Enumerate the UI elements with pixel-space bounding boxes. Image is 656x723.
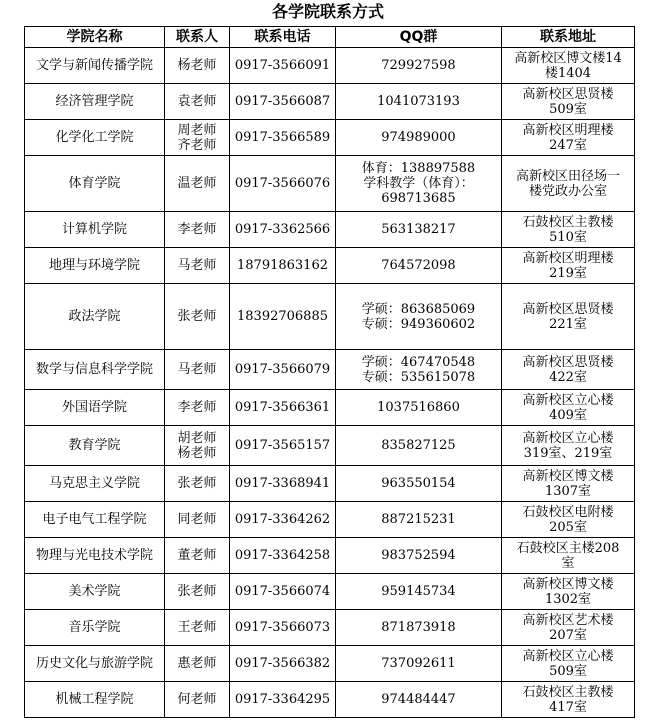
- table-row: [25, 574, 635, 610]
- address-cell-line: 417室: [549, 699, 587, 715]
- contact-cell: [165, 682, 230, 718]
- qq-cell-line: 974484447: [381, 692, 456, 707]
- address-cell-line: 高新校区博文楼: [522, 576, 614, 592]
- table-row: [25, 120, 635, 156]
- contact-cell-line: 李老师: [177, 400, 217, 415]
- qq-cell-line: 563138217: [381, 222, 456, 237]
- address-cell: [502, 120, 635, 156]
- header-address: 联系地址: [502, 27, 635, 48]
- qq-cell: [336, 538, 502, 574]
- college-cell: 体育学院: [25, 156, 165, 212]
- address-cell: [502, 646, 635, 682]
- college-cell: 数学与信息科学学院: [25, 350, 165, 390]
- address-cell-line: 石鼓校区主教楼: [522, 214, 614, 230]
- table-row: [25, 248, 635, 284]
- address-cell-line: 室: [561, 555, 575, 571]
- qq-cell: [336, 350, 502, 390]
- address-cell: [502, 538, 635, 574]
- qq-cell-line: 871873918: [381, 620, 456, 635]
- phone-cell: 0917-3566073: [230, 610, 336, 646]
- qq-cell: [336, 466, 502, 502]
- qq-cell: [336, 84, 502, 120]
- contact-cell-line: 袁老师: [177, 94, 217, 109]
- phone-cell: 18392706885: [230, 284, 336, 350]
- qq-cell-line: 专硕：949360602: [361, 316, 476, 332]
- qq-cell: [336, 682, 502, 718]
- address-cell-line: 高新校区立心楼: [522, 430, 614, 446]
- qq-cell-line: 1041073193: [377, 94, 460, 109]
- college-cell: 计算机学院: [25, 212, 165, 248]
- phone-cell: 0917-3565157: [230, 426, 336, 466]
- phone-cell: 0917-3566087: [230, 84, 336, 120]
- college-cell: 美术学院: [25, 574, 165, 610]
- phone-cell: 0917-3566079: [230, 350, 336, 390]
- college-cell: 物理与光电技术学院: [25, 538, 165, 574]
- qq-cell-line: 698713685: [381, 191, 456, 206]
- address-cell: [502, 48, 635, 84]
- phone-cell: 0917-3566076: [230, 156, 336, 212]
- qq-cell-line: 专硕：535615078: [361, 369, 476, 385]
- address-cell-line: 高新校区明理楼: [522, 122, 614, 138]
- qq-cell-line: 737092611: [381, 656, 456, 671]
- address-cell: [502, 574, 635, 610]
- address-cell-line: 319室、219室: [523, 445, 613, 461]
- phone-cell: 0917-3566074: [230, 574, 336, 610]
- contact-cell: [165, 390, 230, 426]
- phone-cell: 0917-3362566: [230, 212, 336, 248]
- qq-cell: [336, 574, 502, 610]
- address-cell-line: 高新校区博文楼14: [514, 50, 622, 66]
- address-cell: [502, 248, 635, 284]
- address-cell: [502, 284, 635, 350]
- qq-cell: [336, 248, 502, 284]
- contact-cell: [165, 84, 230, 120]
- college-cell: 外国语学院: [25, 390, 165, 426]
- contact-cell-line: 李老师: [177, 222, 217, 237]
- contact-cell-line: 马老师: [177, 362, 217, 377]
- table-row: [25, 426, 635, 466]
- page-title: 各学院联系方式: [271, 2, 384, 21]
- address-cell-line: 422室: [549, 369, 587, 385]
- phone-cell: 0917-3566382: [230, 646, 336, 682]
- college-cell: 历史文化与旅游学院: [25, 646, 165, 682]
- phone-cell: 0917-3566589: [230, 120, 336, 156]
- address-cell-line: 高新校区立心楼: [522, 648, 614, 664]
- contact-cell-line: 同老师: [177, 512, 217, 527]
- qq-cell-line: 体育：138897588: [361, 161, 476, 176]
- address-cell-line: 高新校区艺术楼: [522, 612, 614, 628]
- address-cell: [502, 502, 635, 538]
- contact-cell: [165, 350, 230, 390]
- contact-cell: [165, 120, 230, 156]
- contact-cell: [165, 646, 230, 682]
- qq-cell: [336, 426, 502, 466]
- table-row: [25, 390, 635, 426]
- contact-cell-line: 何老师: [177, 692, 217, 707]
- contact-cell-line: 杨老师: [177, 58, 217, 73]
- qq-cell-line: 学硕：467470548: [361, 354, 476, 370]
- contact-cell: [165, 574, 230, 610]
- contact-cell-line: 温老师: [177, 176, 217, 191]
- contact-cell-line: 张老师: [177, 584, 217, 599]
- phone-cell: 0917-3566361: [230, 390, 336, 426]
- contact-cell-line: 周老师: [177, 122, 217, 138]
- qq-cell-line: 学硕：863685069: [361, 301, 476, 317]
- qq-cell: [336, 610, 502, 646]
- address-cell-line: 楼党政办公室: [528, 183, 607, 199]
- address-cell-line: 509室: [549, 663, 587, 679]
- college-cell: 文学与新闻传播学院: [25, 48, 165, 84]
- phone-cell: 0917-3368941: [230, 466, 336, 502]
- qq-cell: [336, 212, 502, 248]
- qq-cell: [336, 646, 502, 682]
- address-cell: [502, 350, 635, 390]
- qq-cell-line: 974989000: [381, 130, 456, 145]
- contact-cell: [165, 248, 230, 284]
- contact-cell-line: 张老师: [177, 476, 217, 491]
- table-row: [25, 466, 635, 502]
- header-phone: 联系电话: [230, 27, 336, 48]
- table-row: [25, 156, 635, 212]
- qq-cell-line: 学科教学（体育）：: [363, 176, 474, 191]
- qq-cell: [336, 120, 502, 156]
- address-cell-line: 509室: [549, 101, 587, 117]
- address-cell-line: 221室: [549, 316, 587, 332]
- contact-cell: [165, 502, 230, 538]
- address-cell: [502, 466, 635, 502]
- contact-cell: [165, 284, 230, 350]
- address-cell-line: 205室: [549, 519, 587, 535]
- address-cell-line: 1302室: [544, 591, 592, 607]
- phone-cell: 0917-3566091: [230, 48, 336, 84]
- address-cell-line: 高新校区田径场一: [515, 168, 620, 184]
- contact-cell-line: 胡老师: [177, 430, 217, 446]
- table-row: [25, 284, 635, 350]
- table-row: [25, 682, 635, 718]
- address-cell-line: 高新校区思贤楼: [522, 86, 614, 102]
- address-cell-line: 409室: [549, 407, 587, 423]
- college-cell: 教育学院: [25, 426, 165, 466]
- qq-cell-line: 963550154: [381, 476, 456, 491]
- address-cell: [502, 156, 635, 212]
- table-row: [25, 610, 635, 646]
- qq-cell: [336, 502, 502, 538]
- address-cell-line: 楼1404: [544, 65, 592, 81]
- college-cell: 机械工程学院: [25, 682, 165, 718]
- address-cell-line: 高新校区明理楼: [522, 250, 614, 266]
- qq-cell-line: 729927598: [381, 58, 456, 73]
- qq-cell-line: 764572098: [381, 258, 456, 273]
- contact-cell-line: 马老师: [177, 258, 217, 273]
- table-row: [25, 48, 635, 84]
- table-row: [25, 502, 635, 538]
- qq-cell-line: 835827125: [381, 438, 456, 453]
- college-cell: 化学化工学院: [25, 120, 165, 156]
- contact-cell-line: 杨老师: [177, 445, 217, 461]
- phone-cell: 0917-3364262: [230, 502, 336, 538]
- contact-cell: [165, 212, 230, 248]
- phone-cell: 0917-3364258: [230, 538, 336, 574]
- qq-cell: [336, 156, 502, 212]
- contact-cell: [165, 466, 230, 502]
- header-qq: QQ群: [336, 27, 502, 48]
- table-row: [25, 538, 635, 574]
- table-row: [25, 212, 635, 248]
- college-cell: 经济管理学院: [25, 84, 165, 120]
- address-cell-line: 207室: [549, 627, 587, 643]
- contact-cell-line: 董老师: [177, 548, 217, 563]
- header-contact: 联系人: [165, 27, 230, 48]
- address-cell: [502, 682, 635, 718]
- contact-cell-line: 惠老师: [177, 656, 217, 671]
- qq-cell-line: 983752594: [381, 548, 456, 563]
- address-cell-line: 高新校区思贤楼: [522, 354, 614, 370]
- contact-cell: [165, 538, 230, 574]
- contact-cell-line: 张老师: [177, 309, 217, 324]
- address-cell-line: 高新校区立心楼: [522, 392, 614, 408]
- address-cell-line: 石鼓校区电附楼: [522, 504, 614, 520]
- phone-cell: 18791863162: [230, 248, 336, 284]
- address-cell: [502, 426, 635, 466]
- college-cell: 马克思主义学院: [25, 466, 165, 502]
- table-row: [25, 84, 635, 120]
- address-cell-line: 高新校区思贤楼: [522, 301, 614, 317]
- qq-cell: [336, 48, 502, 84]
- address-cell-line: 高新校区博文楼: [522, 468, 614, 484]
- address-cell-line: 石鼓校区主教楼: [522, 684, 614, 700]
- address-cell-line: 219室: [549, 265, 587, 281]
- contact-cell: [165, 48, 230, 84]
- qq-cell-line: 1037516860: [377, 400, 460, 415]
- address-cell-line: 1307室: [544, 483, 592, 499]
- address-cell: [502, 212, 635, 248]
- contact-cell: [165, 610, 230, 646]
- qq-cell: [336, 390, 502, 426]
- qq-cell: [336, 284, 502, 350]
- address-cell-line: 247室: [549, 137, 587, 153]
- contact-cell: [165, 156, 230, 212]
- address-cell: [502, 84, 635, 120]
- address-cell: [502, 390, 635, 426]
- header-row: [25, 27, 635, 48]
- contact-cell-line: 王老师: [177, 620, 217, 635]
- contact-table: [24, 26, 635, 718]
- college-cell: 地理与环境学院: [25, 248, 165, 284]
- qq-cell-line: 959145734: [381, 584, 456, 599]
- college-cell: 音乐学院: [25, 610, 165, 646]
- contact-cell: [165, 426, 230, 466]
- college-cell: 政法学院: [25, 284, 165, 350]
- table-row: [25, 646, 635, 682]
- college-cell: 电子电气工程学院: [25, 502, 165, 538]
- qq-cell-line: 887215231: [381, 512, 456, 527]
- contact-cell-line: 齐老师: [177, 137, 217, 153]
- header-college: 学院名称: [25, 27, 165, 48]
- address-cell-line: 石鼓校区主楼208: [516, 540, 620, 556]
- address-cell: [502, 610, 635, 646]
- table-row: [25, 350, 635, 390]
- phone-cell: 0917-3364295: [230, 682, 336, 718]
- address-cell-line: 510室: [549, 229, 587, 245]
